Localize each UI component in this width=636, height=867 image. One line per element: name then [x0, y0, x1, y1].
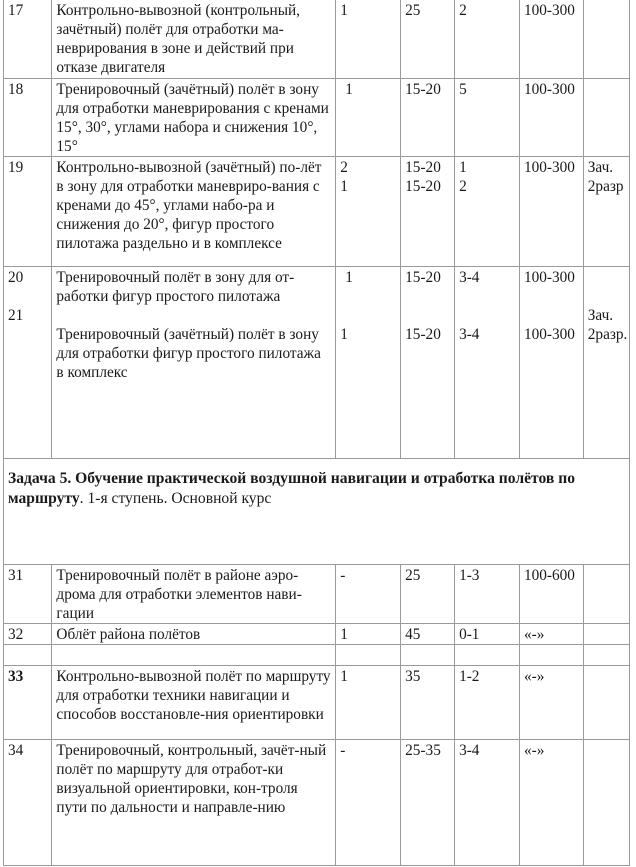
- exercise-number: 19: [4, 157, 52, 267]
- cell-count: [336, 157, 401, 267]
- exercise-description: Контрольно-вывозной полёт по маршруту для отработки техники навигации и способов восстановле-ния ориентировки: [52, 666, 336, 740]
- cell-count: 1: [336, 624, 401, 645]
- cell-note: [583, 0, 629, 79]
- exercise-number: 32: [4, 624, 52, 645]
- cell-altitude: «-»: [519, 666, 583, 740]
- count-value: 1: [345, 81, 353, 98]
- cell-flights: [455, 645, 520, 666]
- cell-duration: 25-35: [401, 740, 455, 866]
- cell-altitude: 100-600: [519, 565, 583, 624]
- cell-altitude: [519, 267, 583, 459]
- cell-note: [583, 666, 629, 740]
- cell-duration: 35: [401, 666, 455, 740]
- section-subtitle: . 1-я ступень. Основной курс: [79, 490, 272, 507]
- cell-altitude: 100-300: [519, 79, 583, 157]
- exercise-description: [52, 645, 336, 666]
- altitude-value: 100-300: [523, 326, 575, 343]
- duration-value: 15-20: [405, 159, 441, 176]
- exercise-description: Тренировочный полёт в районе аэро-дрома для отработки элементов нави-гации: [52, 565, 336, 624]
- exercise-number: 31: [4, 565, 52, 624]
- cell-duration: 45: [401, 624, 455, 645]
- note-value: Зач.: [587, 159, 614, 176]
- count-value: 2: [340, 159, 348, 176]
- cell-flights: 1-2: [455, 666, 520, 740]
- exercise-number: 17: [4, 0, 52, 79]
- cell-altitude: [519, 645, 583, 666]
- cell-flights: 0-1: [455, 624, 520, 645]
- cell-note: [583, 157, 629, 267]
- count-value: 1: [340, 178, 348, 195]
- cell-count: 1: [336, 666, 401, 740]
- exercise-description: Облёт района полётов: [52, 624, 336, 645]
- cell-note: [583, 740, 629, 866]
- altitude-value: 100-300: [523, 269, 575, 286]
- table-row: [4, 0, 630, 79]
- cell-duration: 15-20: [401, 79, 455, 157]
- cell-note: [583, 624, 629, 645]
- cell-duration: 25: [401, 565, 455, 624]
- cell-count: [336, 79, 401, 157]
- exercise-description: Контрольно-вывозной (зачётный) по-лёт в зону для отработки маневриро-вания с кренами до 45°, углами набо-ра и снижения до 20°, фигур простого пилотажа раздельно и в комплексе: [52, 157, 336, 267]
- note-value: 2разр.: [587, 326, 628, 343]
- exercise-description: [52, 267, 336, 459]
- exercise-number: 18: [4, 79, 52, 157]
- exercise-number: [4, 645, 52, 666]
- cell-note: [583, 645, 629, 666]
- table-row: [4, 624, 630, 645]
- duration-value: 15-20: [405, 269, 441, 286]
- cell-flights: [455, 267, 520, 459]
- exercise-description: Тренировочный (зачётный) полёт в зону для отработки маневрирования с кренами 15°, 30°, углами набора и снижения 10°, 15°: [52, 79, 336, 157]
- cell-altitude: «-»: [519, 740, 583, 866]
- cell-duration: 25: [401, 0, 455, 79]
- exercise-number: 33: [4, 666, 52, 740]
- cell-duration: [401, 645, 455, 666]
- cell-count: [336, 645, 401, 666]
- flights-value: 2: [459, 178, 467, 195]
- section-header: [4, 459, 630, 565]
- number-value: 20: [8, 269, 24, 286]
- table-row-empty: [4, 645, 630, 666]
- cell-flights: [455, 157, 520, 267]
- cell-count: -: [336, 740, 401, 866]
- note-value: 2разр: [587, 178, 624, 195]
- duration-value: 15-20: [405, 178, 441, 195]
- duration-value: 15-20: [405, 326, 441, 343]
- section-title: Задача 5. Обучение практической воздушной навигации и отработка полётов по маршруту: [8, 470, 575, 507]
- cell-duration: [401, 267, 455, 459]
- cell-note: [583, 79, 629, 157]
- cell-altitude: 100-300: [519, 157, 583, 267]
- flights-value: 3-4: [459, 326, 480, 343]
- number-value: 21: [8, 307, 24, 324]
- cell-altitude: «-»: [519, 624, 583, 645]
- exercise-number: 34: [4, 740, 52, 866]
- cell-flights: 2: [455, 0, 520, 79]
- section-header-row: [4, 459, 630, 565]
- flights-value: 3-4: [459, 269, 480, 286]
- flight-training-table: [3, 0, 630, 866]
- count-value: 1: [345, 269, 353, 286]
- exercise-number: [4, 267, 52, 459]
- cell-duration: [401, 157, 455, 267]
- note-value: Зач.: [587, 307, 614, 324]
- description-value: Тренировочный полёт в зону для от-работки фигур простого пилотажа: [56, 269, 295, 305]
- exercise-description: Контрольно-вывозной (контрольный, зачётный) полёт для отработки ма-неврирования в зоне и действий при отказе двигателя: [52, 0, 336, 79]
- cell-count: [336, 267, 401, 459]
- table-row: [4, 740, 630, 866]
- table-row: [4, 666, 630, 740]
- cell-flights: 3-4: [455, 740, 520, 866]
- cell-note: [583, 565, 629, 624]
- cell-note: [583, 267, 629, 459]
- flights-value: 1: [459, 159, 467, 176]
- cell-flights: 1-3: [455, 565, 520, 624]
- table-row: [4, 565, 630, 624]
- table-row: [4, 157, 630, 267]
- cell-count: -: [336, 565, 401, 624]
- exercise-description: Тренировочный, контрольный, зачёт-ный полёт по маршруту для отработ-ки визуальной ориентировки, кон-троля пути по дальности и направле-нию: [52, 740, 336, 866]
- table-row: [4, 79, 630, 157]
- cell-flights: 5: [455, 79, 520, 157]
- table-row: [4, 267, 630, 459]
- cell-altitude: 100-300: [519, 0, 583, 79]
- description-value: Тренировочный (зачётный) полёт в зону для отработки фигур простого пилотажа в комплекс: [56, 326, 321, 381]
- cell-count: 1: [336, 0, 401, 79]
- count-value: 1: [340, 326, 348, 343]
